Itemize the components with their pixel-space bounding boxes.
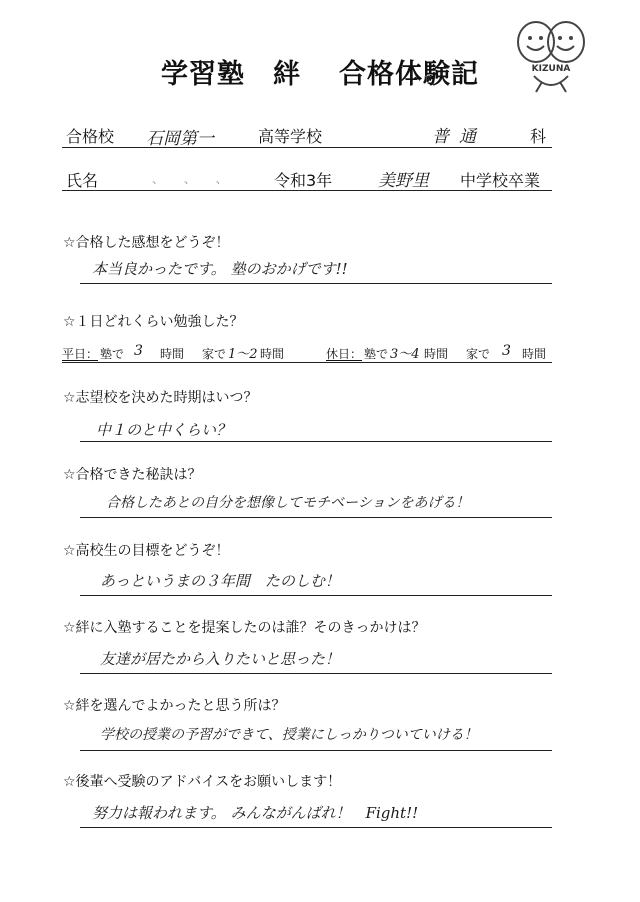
answer-line-1 [80,283,552,284]
name-redacted: 、 、 、 [152,172,236,186]
header-line-1 [62,147,552,148]
school-name: 石岡第一 [146,129,214,149]
study-hours-line [62,362,552,363]
answer-line-6 [80,673,552,674]
holiday-label: 休日： [326,347,363,361]
question-7: ☆絆を選んでよかったと思う所は？ [63,698,286,714]
smiley-faces-icon [512,12,590,96]
answer-1: 本当良かったです。 塾のおかげです!! [92,260,348,278]
answer-8: 努力は報われます。 みんながんばれ！ Fight!! [92,804,419,822]
logo-text: KIZUNA [531,64,571,74]
header-line-2 [62,190,552,191]
answer-7: 学校の授業の予習ができて、授業にしっかりついていける！ [100,727,478,743]
weekday-home-unit: 時間 [260,347,285,361]
weekday-juku-unit: 時間 [160,347,185,361]
answer-6: 友達が居たから入りたいと思った！ [100,650,341,668]
answer-3: 中１のと中くらい？ [96,421,232,439]
question-5: ☆高校生の目標をどうぞ！ [63,543,230,559]
holiday-home-hours: 3 [502,343,511,359]
answer-line-7 [80,750,552,751]
question-4: ☆合格できた秘訣は？ [63,467,202,483]
holiday-juku-hours: 3～4 [390,347,420,362]
weekday-home-hours: 1～2 [228,347,258,362]
era-year: 令和3年 [274,171,333,190]
course-name: 普通 [432,127,486,147]
answer-line-4 [80,517,552,518]
answer-line-5 [80,595,552,596]
question-8: ☆後輩へ受験のアドバイスをお願いします！ [63,774,342,790]
answer-line-8 [80,827,552,828]
question-2: ☆１日どれくらい勉強した？ [63,314,244,330]
holiday-juku-unit: 時間 [424,347,449,361]
question-3: ☆志望校を決めた時期はいつ？ [63,390,258,406]
name-label: 氏名 [66,171,99,190]
weekday-label: 平日： [62,347,99,361]
answer-5: あっというまの３年間 たのしむ！ [100,572,340,590]
given-name: 美野里 [378,171,429,191]
school-label: 合格校 [66,127,115,146]
holiday-juku-label: 塾で [364,347,389,361]
title-part2: 合格体験記 [339,59,479,90]
weekday-juku-label: 塾で [100,347,125,361]
weekday-juku-hours: 3 [134,343,143,359]
course-suffix: 科 [530,127,547,146]
weekday-home-label: 家で [202,347,227,361]
holiday-home-unit: 時間 [522,347,547,361]
kizuna-logo [512,12,590,96]
answer-4: 合格したあとの自分を想像してモチベーションをあげる！ [106,495,470,511]
school-type: 高等学校 [258,127,323,146]
answer-line-3 [80,441,552,442]
graduated-label: 中学校卒業 [460,171,541,190]
holiday-home-label: 家で [466,347,491,361]
question-1: ☆合格した感想をどうぞ！ [63,235,230,251]
question-6: ☆絆に入塾することを提案したのは誰？そのきっかけは？ [63,620,426,636]
title-part1: 学習塾 絆 [161,59,301,90]
